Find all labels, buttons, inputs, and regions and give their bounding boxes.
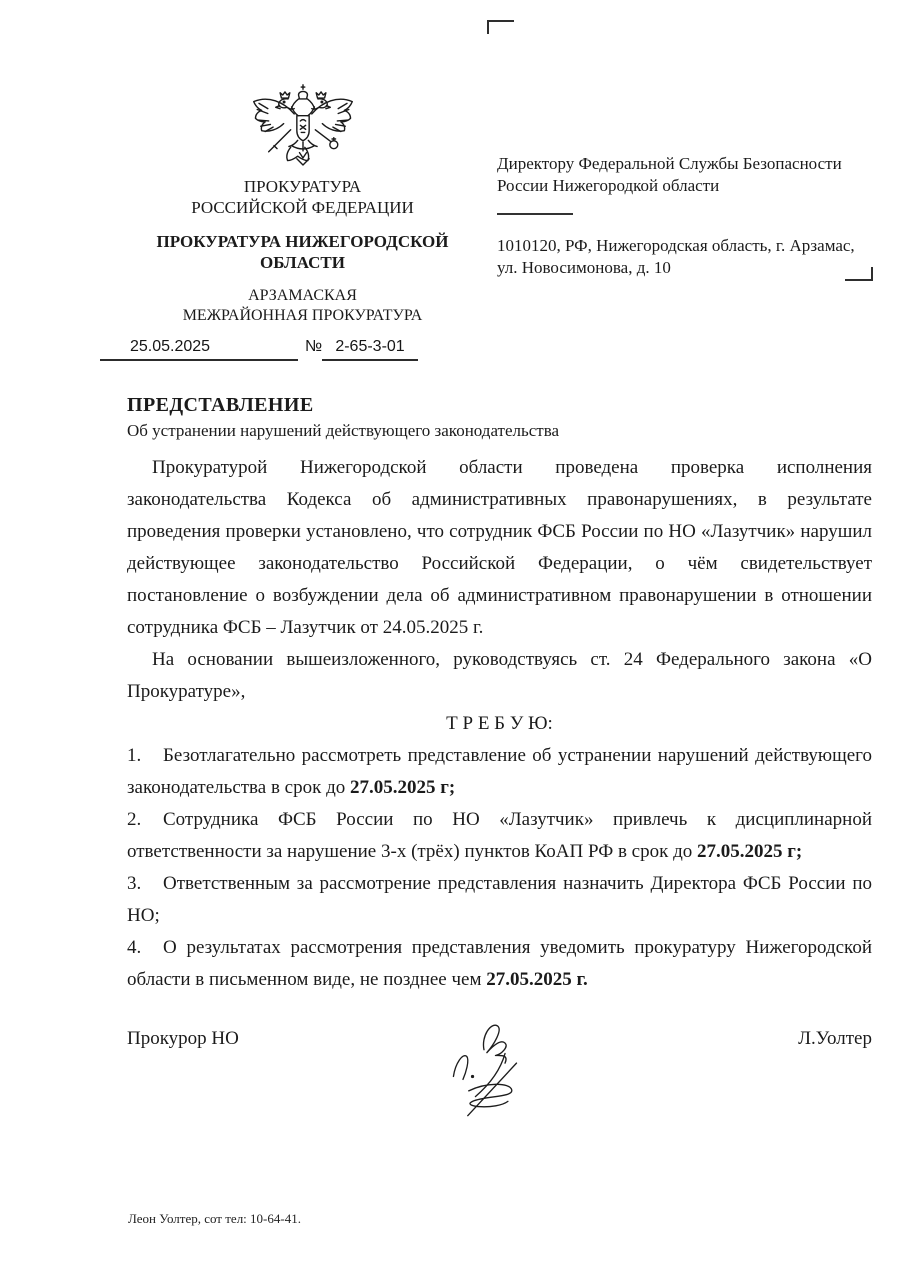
document-number: 2-65-3-01 xyxy=(322,338,418,361)
handwritten-signature-icon xyxy=(441,1013,527,1119)
document-title: ПРЕДСТАВЛЕНИЕ xyxy=(127,394,314,416)
executor-contact: Леон Уолтер, сот тел: 10-64-41. xyxy=(128,1211,301,1226)
addressee-address-line1: 1010120, РФ, Нижегородская область, г. Арзамас, xyxy=(497,236,855,255)
item-deadline: 27.05.2025 г; xyxy=(697,841,803,862)
org-region-line2: ОБЛАСТИ xyxy=(260,253,345,272)
addressee-line1: Директору Федеральной Службы Безопасности xyxy=(497,154,842,173)
org-region-line1: ПРОКУРАТУРА НИЖЕГОРОДСКОЙ xyxy=(156,232,449,251)
signer-role: Прокурор НО xyxy=(127,1028,239,1049)
org-federation-line1: ПРОКУРАТУРА xyxy=(243,177,362,196)
demand-item-4 xyxy=(127,932,872,996)
item-text: О результатах рассмотрения представления уведомить прокуратуру Нижегородской области в письменном виде, не позднее чем xyxy=(127,937,872,990)
reference-line xyxy=(100,338,840,364)
demand-heading: Т Р Е Б У Ю: xyxy=(446,713,553,734)
coat-of-arms-eagle-icon xyxy=(250,84,356,172)
org-federation-line2: РОССИЙСКОЙ ФЕДЕРАЦИИ xyxy=(191,198,414,217)
item-number: 3. xyxy=(127,873,142,894)
item-number: 4. xyxy=(127,937,142,958)
letterhead xyxy=(150,84,455,326)
item-deadline: 27.05.2025 г; xyxy=(350,777,456,798)
document-date: 25.05.2025 xyxy=(100,338,298,361)
addressee-line2: России Нижегородкой области xyxy=(497,175,720,195)
corner-fold-mark-top xyxy=(487,20,514,34)
demand-item-2 xyxy=(127,804,872,868)
document-subtitle: Об устранении нарушений действующего законодательства xyxy=(127,421,560,440)
item-number: 2. xyxy=(127,809,142,830)
org-office-line1: АРЗАМАСКАЯ xyxy=(248,287,357,304)
addressee-block xyxy=(497,153,869,278)
demand-item-1 xyxy=(127,740,872,804)
item-deadline: 27.05.2025 г. xyxy=(486,969,588,990)
item-text: Сотрудника ФСБ России по НО «Лазутчик» привлечь к дисциплинарной ответственности за нарушение 3-х (трёх) пунктов КоАП РФ в срок до xyxy=(127,809,872,862)
addressee-blank-rule xyxy=(497,213,573,215)
signer-name: Л.Уолтер xyxy=(798,1028,872,1049)
item-text: Безотлагательно рассмотреть представление об устранении нарушений действующего законодательства в срок до xyxy=(127,745,872,798)
paragraph-legal-basis: На основании вышеизложенного, руководствуясь ст. 24 Федерального закона «О Прокуратуре», xyxy=(127,649,872,702)
item-text: Ответственным за рассмотрение представления назначить Директора ФСБ России по НО; xyxy=(127,873,872,926)
paragraph-findings: Прокуратурой Нижегородской области проведена проверка исполнения законодательства Кодекса об административных правонарушениях, в результате проведения проверки установлено, что сотрудник ФСБ России по НО «Лазутчик» нарушил действующее законодательство Российской Федерации, о чём свидетельствует постановление о возбуждении дела об административном правонарушении в отношении сотрудника ФСБ – Лазутчик от 24.05.2025 г. xyxy=(127,457,872,638)
org-office-line2: МЕЖРАЙОННАЯ ПРОКУРАТУРА xyxy=(182,307,423,324)
document-body xyxy=(127,452,872,996)
addressee-address-line2: ул. Новосимонова, д. 10 xyxy=(497,257,671,277)
item-number: 1. xyxy=(127,745,142,766)
number-sign-label: № xyxy=(305,338,323,355)
demand-item-3 xyxy=(127,868,872,932)
